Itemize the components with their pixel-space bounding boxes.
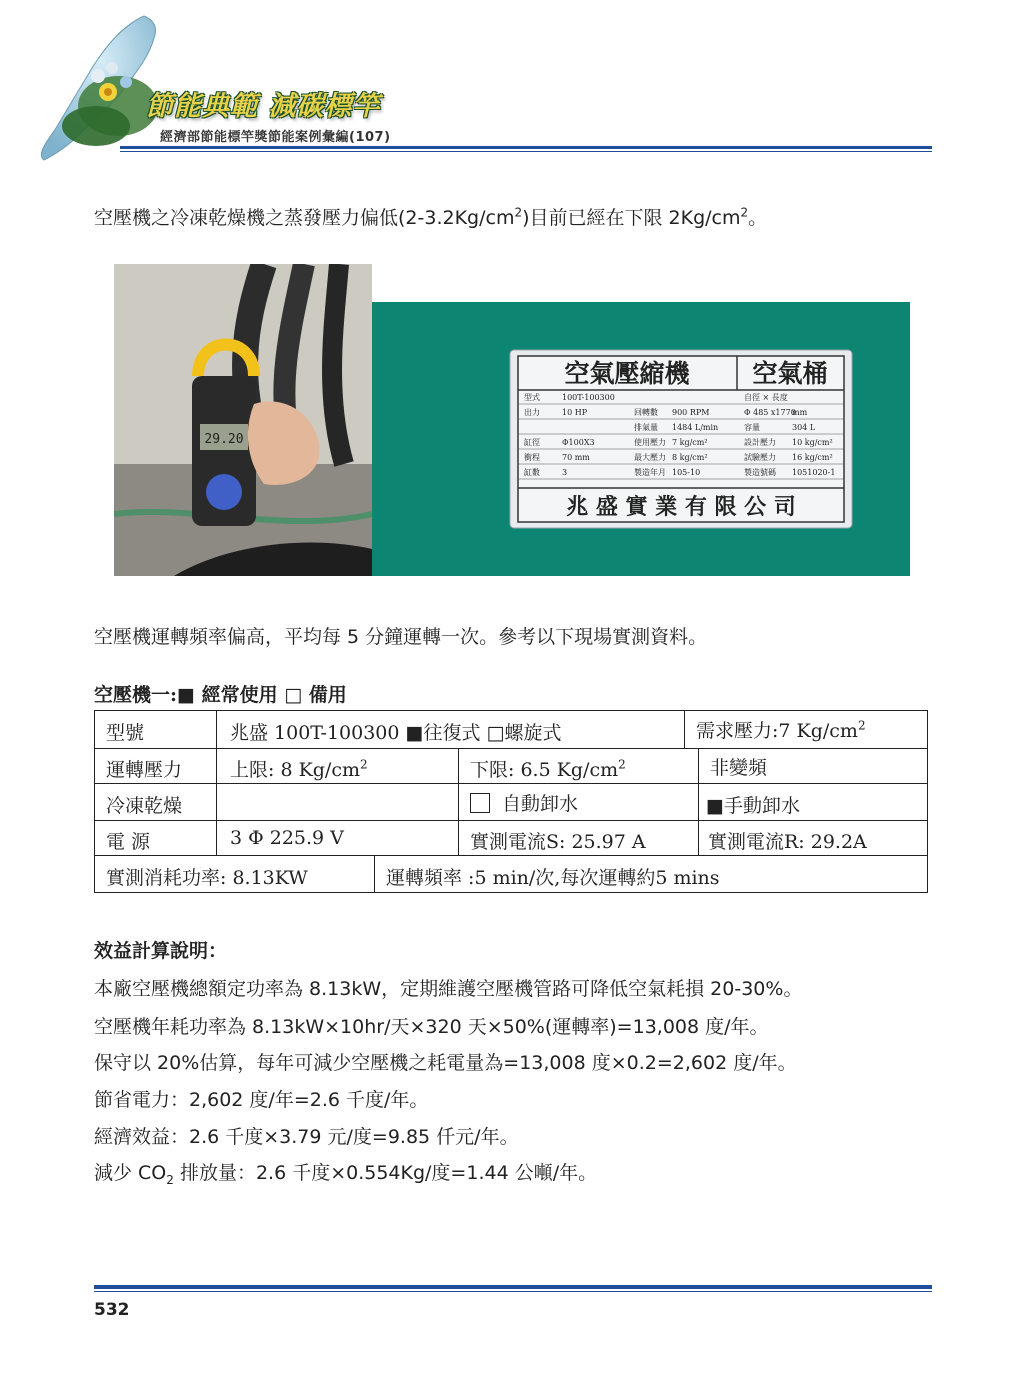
calc-line: 空壓機年耗功率為 8.13kW×10hr/天×320 天×50%(運轉率)=13,008 度/年。	[94, 1016, 769, 1038]
table-line	[94, 820, 928, 821]
nameplate-cell: 100T-100300	[562, 393, 615, 402]
header-rule	[120, 146, 932, 149]
nameplate-cell: 製造年月	[634, 468, 666, 477]
inverter-type: 非變頻	[710, 757, 768, 779]
table-line	[94, 783, 928, 784]
nameplate-cell: 70 mm	[562, 453, 590, 462]
calc-heading: 效益計算說明：	[94, 940, 228, 962]
intro-paragraph: 空壓機之冷凍乾燥機之蒸發壓力偏低$(2-3.2Kg/cm^2)$目前已經在下限 $2Kg/cm^2$。	[94, 205, 768, 229]
table-line	[94, 892, 928, 893]
op-pressure-label: 運轉壓力	[106, 759, 183, 781]
nameplate-cell: 10 kg/cm²	[792, 438, 833, 447]
table-line	[94, 710, 928, 711]
table-line	[684, 710, 685, 748]
table-line	[698, 748, 699, 855]
table-line	[94, 710, 95, 892]
nameplate-cell: 回轉數	[634, 408, 658, 417]
nameplate-cell: 排氣量	[634, 423, 658, 432]
meter-reading: 29.20	[204, 432, 244, 447]
calc-line: 經濟效益：2.6 千度×3.79 元/度=9.85 仟元/年。	[94, 1126, 519, 1148]
spec-heading: 空壓機一:■ 經常使用 □ 備用	[94, 684, 347, 706]
nameplate-cell: 試驗壓力	[744, 453, 776, 462]
auto-drain-checkbox	[470, 793, 490, 813]
nameplate-cell: 1051020-1	[792, 468, 836, 477]
nameplate-cell: 缸徑	[524, 438, 540, 447]
nameplate-photo	[372, 302, 910, 576]
manual-drain-option: ■手動卸水	[706, 795, 800, 817]
nameplate-title-right: 空氣桶	[752, 359, 828, 388]
current-r: 實測電流R: 29.2A	[708, 831, 867, 853]
header-subtitle: 經濟部節能標竿獎節能案例彙編(107)	[160, 130, 391, 145]
nameplate-cell: 製造號碼	[744, 468, 776, 477]
demand-pressure: 需求壓力:7 $Kg/cm^2$	[696, 718, 866, 742]
power-value: 3 Φ 225.9 V	[230, 827, 344, 849]
nameplate-company: 兆 盛 實 業 有 限 公 司	[566, 494, 796, 520]
frequency-paragraph: 空壓機運轉頻率偏高，平均每 5 分鐘運轉一次。參考以下現場實測資料。	[94, 626, 708, 648]
page-number: 532	[94, 1300, 130, 1320]
table-line	[94, 855, 928, 856]
nameplate-cell: 10 HP	[562, 408, 588, 417]
nameplate-cell: 900 RPM	[672, 408, 710, 417]
upper-limit: 上限: 8 $Kg/cm^2$	[230, 757, 368, 781]
calc-line: 保守以 20%估算，每年可減少空壓機之耗電量為=13,008 度×0.2=2,602 度/年。	[94, 1052, 797, 1074]
dryer-label: 冷凍乾燥	[106, 795, 183, 817]
header-title: 節能典範 減碳標竿	[146, 91, 381, 122]
clamp-meter-photo	[114, 264, 372, 576]
table-line	[216, 710, 217, 855]
header-rule-thin	[120, 151, 932, 152]
power-label: 電 源	[106, 831, 151, 853]
table-line	[927, 710, 928, 892]
calc-line: 本廠空壓機總額定功率為 8.13kW，定期維護空壓機管路可降低空氣耗損 20-30%。	[94, 978, 803, 1000]
nameplate-cell: mm	[792, 408, 808, 417]
nameplate-title-left: 空氣壓縮機	[564, 359, 690, 388]
nameplate-cell: 1484 L/min	[672, 423, 719, 432]
power-consumption: 實測消耗功率: 8.13KW	[106, 867, 308, 889]
nameplate-cell: Φ100X3	[562, 438, 595, 447]
auto-drain-option: 自動卸水	[470, 789, 578, 816]
lower-limit: 下限: 6.5 $Kg/cm^2$	[470, 757, 626, 781]
calc-line: 減少 $CO_2$ 排放量：2.6 千度×0.554Kg/度=1.44 公噸/年。	[94, 1162, 598, 1187]
table-line	[458, 748, 459, 855]
nameplate-cell: 自徑 × 長度	[744, 393, 788, 402]
nameplate-cell: 出力	[524, 408, 540, 417]
nameplate-cell: 最大壓力	[634, 453, 666, 462]
nameplate-cell: 8 kg/cm²	[672, 453, 708, 462]
nameplate-cell: 容量	[744, 423, 760, 432]
run-frequency: 運轉頻率 :5 min/次,每次運轉約5 mins	[386, 867, 720, 889]
nameplate-cell: 105-10	[672, 468, 701, 477]
model-value: 兆盛 100T-100300 ■往復式 □螺旋式	[230, 722, 562, 744]
nameplate-cell: 使用壓力	[634, 438, 666, 447]
table-line	[94, 748, 928, 749]
table-line	[374, 855, 375, 892]
current-s: 實測電流S: 25.97 A	[470, 831, 646, 853]
nameplate-cell: 304 L	[792, 423, 816, 432]
footer-rule	[94, 1285, 932, 1289]
spec-table	[94, 710, 928, 894]
nameplate-cell: Φ 485 x1770	[744, 408, 796, 417]
nameplate-cell: 衝程	[524, 453, 540, 462]
nameplate-cell: 設計壓力	[744, 438, 776, 447]
footer-rule-thin	[94, 1291, 932, 1292]
nameplate-cell: 缸數	[524, 468, 540, 477]
nameplate-cell: 16 kg/cm²	[792, 453, 833, 462]
nameplate-cell: 3	[562, 468, 568, 477]
model-label: 型號	[106, 722, 145, 744]
nameplate-cell: 型式	[524, 393, 540, 402]
calc-line: 節省電力：2,602 度/年=2.6 千度/年。	[94, 1089, 429, 1111]
nameplate-cell: 7 kg/cm²	[672, 438, 708, 447]
